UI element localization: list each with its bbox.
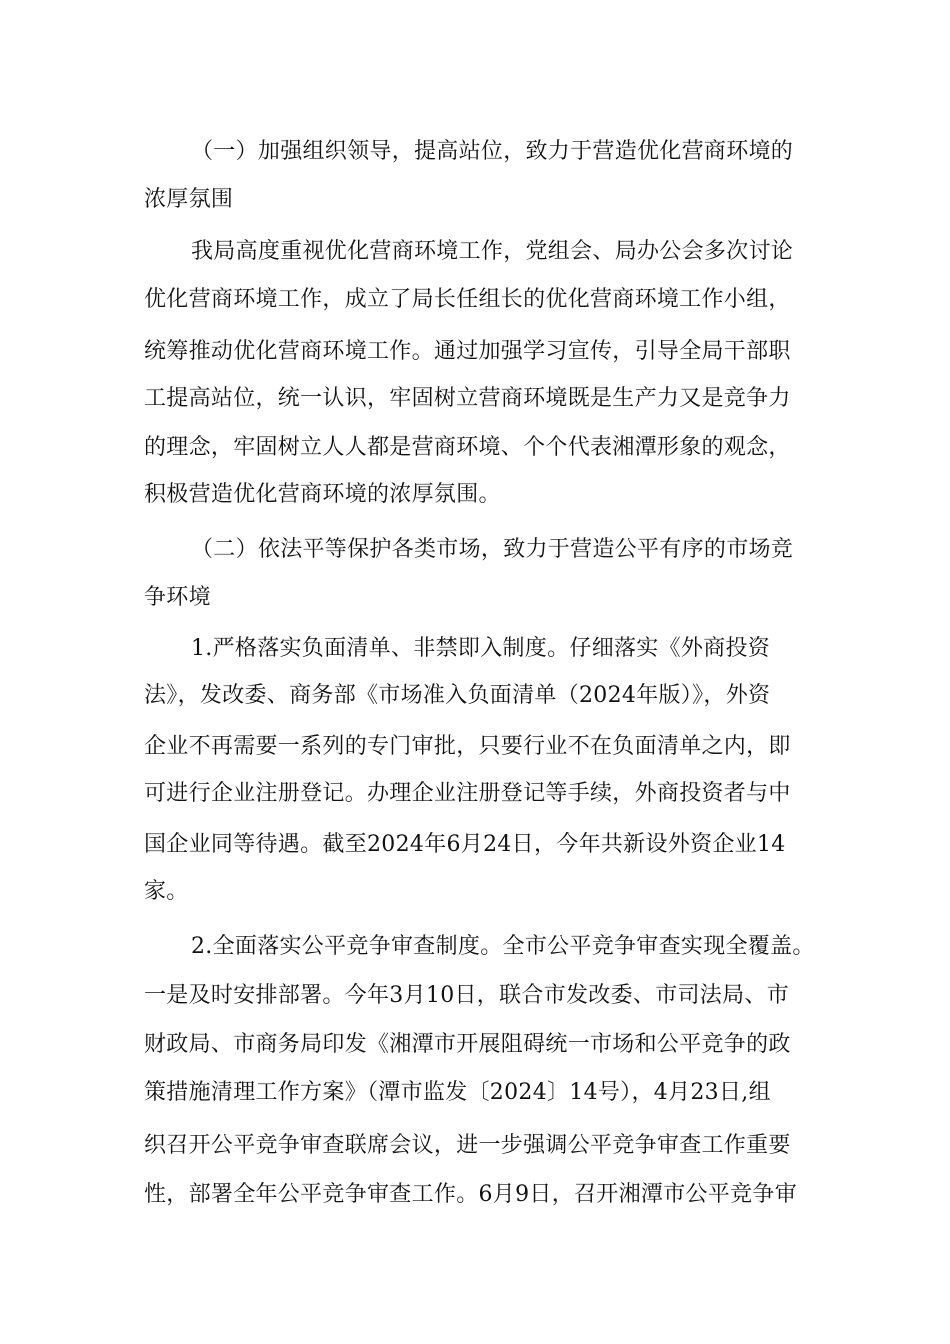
section-heading-2-line-1: （二）依法平等保护各类市场，致力于营造公平有序的市场竞 (191, 537, 794, 562)
paragraph-2-line-5: 国企业同等待遇。截至2024年6月24日，今年共新设外资企业14 (144, 832, 786, 857)
paragraph-2-line-4: 可进行企业注册登记。办理企业注册登记等手续，外商投资者与中 (144, 781, 791, 806)
paragraph-1-line-2: 优化营商环境工作，成立了局长任组长的优化营商环境工作小组， (144, 287, 791, 312)
paragraph-1-line-3: 统筹推动优化营商环境工作。通过加强学习宣传，引导全局干部职 (144, 339, 791, 364)
paragraph-3-line-1: 2.全面落实公平竞争审查制度。全市公平竞争审查实现全覆盖。 (191, 934, 815, 959)
paragraph-1-line-1: 我局高度重视优化营商环境工作，党组会、局办公会多次讨论 (191, 239, 794, 264)
paragraph-2-line-3: 企业不再需要一系列的专门审批，只要行业不在负面清单之内，即 (144, 734, 791, 759)
paragraph-3-line-3: 财政局、市商务局印发《湘潭市开展阻碍统一市场和公平竞争的政 (144, 1032, 791, 1057)
paragraph-3-line-6: 性，部署全年公平竞争审查工作。6月9日，召开湘潭市公平竞争审 (144, 1182, 797, 1207)
paragraph-2-line-1: 1.严格落实负面清单、非禁即入制度。仔细落实《外商投资 (191, 636, 771, 661)
paragraph-3-line-5: 织召开公平竞争审查联席会议，进一步强调公平竞争审查工作重要 (144, 1133, 791, 1158)
paragraph-1-line-5: 的理念，牢固树立人人都是营商环境、个个代表湘潭形象的观念， (144, 435, 791, 460)
paragraph-3-line-2: 一是及时安排部署。今年3月10日，联合市发改委、市司法局、市 (144, 983, 789, 1008)
paragraph-1-line-4: 工提高站位，统一认识，牢固树立营商环境既是生产力又是竞争力 (144, 386, 791, 411)
section-heading-1-line-2: 浓厚氛围 (144, 187, 234, 212)
paragraph-2-line-2: 法》，发改委、商务部《市场准入负面清单（2024年版）》，外资 (144, 683, 771, 708)
section-heading-1-line-1: （一）加强组织领导，提高站位，致力于营造优化营商环境的 (191, 139, 794, 164)
paragraph-3-line-4: 策措施清理工作方案》（潭市监发〔2024〕14号），4月23日,组 (144, 1080, 771, 1105)
paragraph-2-line-6: 家。 (144, 879, 189, 904)
section-heading-2-line-2: 争环境 (144, 585, 211, 610)
paragraph-1-line-6: 积极营造优化营商环境的浓厚氛围。 (144, 482, 501, 507)
